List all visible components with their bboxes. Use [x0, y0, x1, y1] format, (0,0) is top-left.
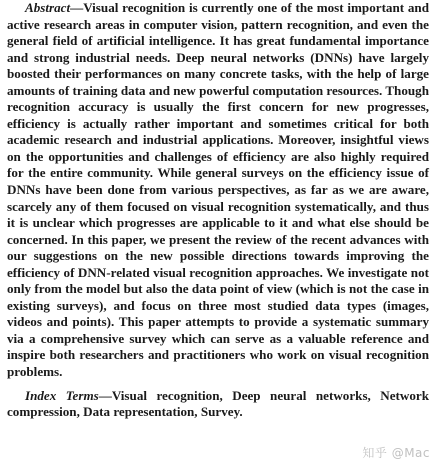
watermark: 知乎 @Mac: [362, 446, 430, 460]
abstract-paragraph: [7, 0, 429, 381]
index-terms-text: Visual recognition, Deep neural networks, Network compression, Data representation, Survey.: [7, 387, 429, 420]
index-terms-paragraph: [7, 388, 429, 421]
index-terms-label: Index Terms: [25, 387, 99, 403]
index-terms-separator: —: [98, 387, 112, 403]
paper-page: [7, 0, 429, 421]
abstract-text: Visual recognition is currently one of the most important and active research areas in computer vision, pattern recognition, and even the general field of artificial intelligence. It has great fundamental importance and strong industrial needs. Deep neural networks (DNNs) have largely boosted their performances on many concrete tasks, with the help of large amounts of training data and new powerful computation resources. Though recognition accuracy is usually the first concern for new progresses, efficiency is actually rather important and sometimes critical for both academic research and industrial applications. Moreover, insightful views on the opportunities and challenges of efficiency are also highly required for the entire community. While general surveys on the efficiency issue of DNNs have been done from various perspectives, as far as we are aware, scarcely any of them focused on visual recognition systematically, and thus it is unclear which progresses are applicable to it and what else should be concerned. In this paper, we present the review of the recent advances with our suggestions on the new possible directions towards improving the efficiency of DNN-related visual recognition approaches. We investigate not only from the model but also the data point of view (which is not the case in existing surveys), and focus on three most studied data types (images, videos and points). This paper attempts to provide a systematic summary via a comprehensive survey which can serve as a valuable reference and inspire both researchers and practitioners who work on visual recognition problems.: [7, 0, 429, 380]
abstract-separator: —: [70, 0, 84, 15]
abstract-label: Abstract: [25, 0, 71, 15]
